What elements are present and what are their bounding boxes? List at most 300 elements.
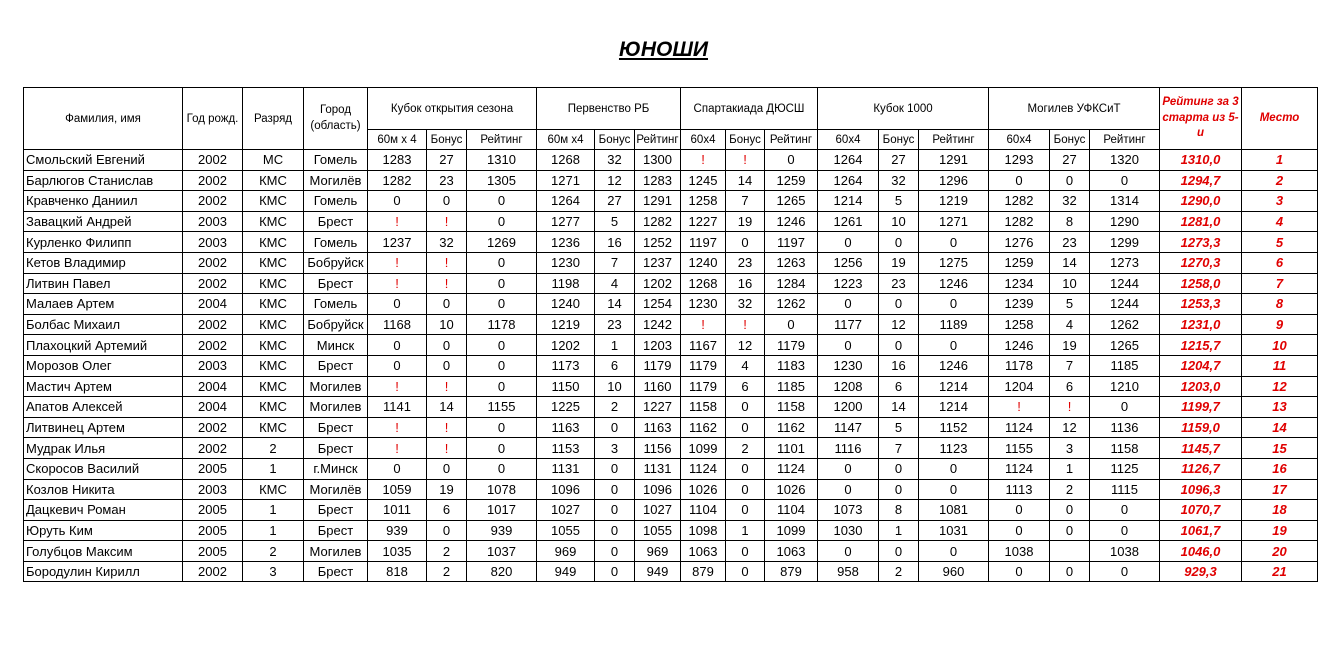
cup1000-rating-cell: 1219 bbox=[919, 191, 989, 212]
rb-rating-cell: 1096 bbox=[635, 479, 681, 500]
mogilev-bonus-cell: 14 bbox=[1050, 252, 1090, 273]
rank-cell: КМС bbox=[243, 355, 304, 376]
rb-rating-cell: 1131 bbox=[635, 458, 681, 479]
rb-rating-cell: 1283 bbox=[635, 170, 681, 191]
place-cell: 16 bbox=[1242, 458, 1318, 479]
cup1000-time-cell: 1264 bbox=[818, 150, 879, 171]
cup-open-bonus-cell: ! bbox=[427, 417, 467, 438]
cup1000-rating-cell: 1275 bbox=[919, 252, 989, 273]
city-cell: Бобруйск bbox=[304, 314, 368, 335]
rb-rating-cell: 1202 bbox=[635, 273, 681, 294]
subheader-rating: Рейтинг bbox=[635, 130, 681, 150]
rb-bonus-cell: 2 bbox=[595, 397, 635, 418]
cup-open-rating-cell: 1269 bbox=[467, 232, 537, 253]
rb-rating-cell: 1160 bbox=[635, 376, 681, 397]
cup1000-bonus-cell: 5 bbox=[879, 191, 919, 212]
spartak-time-cell: 1197 bbox=[681, 232, 726, 253]
header-year: Год рожд. bbox=[183, 88, 243, 150]
cup1000-time-cell: 1264 bbox=[818, 170, 879, 191]
rb-bonus-cell: 0 bbox=[595, 561, 635, 582]
cup1000-time-cell: 1177 bbox=[818, 314, 879, 335]
rb-time-cell: 1055 bbox=[537, 520, 595, 541]
cup-open-rating-cell: 0 bbox=[467, 355, 537, 376]
birth-year-cell: 2004 bbox=[183, 294, 243, 315]
city-cell: Гомель bbox=[304, 191, 368, 212]
place-cell: 3 bbox=[1242, 191, 1318, 212]
cup1000-bonus-cell: 27 bbox=[879, 150, 919, 171]
rb-time-cell: 1153 bbox=[537, 438, 595, 459]
rb-time-cell: 1277 bbox=[537, 211, 595, 232]
cup-open-time-cell: 0 bbox=[368, 458, 427, 479]
table-row bbox=[24, 458, 1318, 479]
cup-open-rating-cell: 1017 bbox=[467, 500, 537, 521]
rb-bonus-cell: 0 bbox=[595, 541, 635, 562]
rank-cell: МС bbox=[243, 150, 304, 171]
mogilev-rating-cell: 1136 bbox=[1090, 417, 1160, 438]
spartak-rating-cell: 1284 bbox=[765, 273, 818, 294]
rb-rating-cell: 1179 bbox=[635, 355, 681, 376]
rb-bonus-cell: 10 bbox=[595, 376, 635, 397]
mogilev-bonus-cell: 32 bbox=[1050, 191, 1090, 212]
cup1000-time-cell: 0 bbox=[818, 232, 879, 253]
table-row bbox=[24, 376, 1318, 397]
cup-open-bonus-cell: 0 bbox=[427, 335, 467, 356]
city-cell: Гомель bbox=[304, 294, 368, 315]
mogilev-time-cell: ! bbox=[989, 397, 1050, 418]
cup-open-rating-cell: 0 bbox=[467, 376, 537, 397]
table-row bbox=[24, 170, 1318, 191]
city-cell: Брест bbox=[304, 561, 368, 582]
birth-year-cell: 2003 bbox=[183, 355, 243, 376]
spartak-time-cell: 1162 bbox=[681, 417, 726, 438]
mogilev-rating-cell: 1125 bbox=[1090, 458, 1160, 479]
rb-rating-cell: 1156 bbox=[635, 438, 681, 459]
spartak-time-cell: 1179 bbox=[681, 355, 726, 376]
place-cell: 19 bbox=[1242, 520, 1318, 541]
spartak-bonus-cell: 4 bbox=[726, 355, 765, 376]
athlete-name-cell: Смольский Евгений bbox=[24, 150, 183, 171]
rb-rating-cell: 969 bbox=[635, 541, 681, 562]
cup1000-bonus-cell: 5 bbox=[879, 417, 919, 438]
total-rating-cell: 1294,7 bbox=[1160, 170, 1242, 191]
table-row bbox=[24, 211, 1318, 232]
mogilev-time-cell: 1124 bbox=[989, 458, 1050, 479]
rank-cell: КМС bbox=[243, 170, 304, 191]
city-cell: Брест bbox=[304, 500, 368, 521]
cup-open-bonus-cell: 0 bbox=[427, 191, 467, 212]
table-row bbox=[24, 397, 1318, 418]
birth-year-cell: 2002 bbox=[183, 561, 243, 582]
cup1000-time-cell: 1256 bbox=[818, 252, 879, 273]
birth-year-cell: 2002 bbox=[183, 150, 243, 171]
mogilev-rating-cell: 1244 bbox=[1090, 273, 1160, 294]
total-rating-cell: 929,3 bbox=[1160, 561, 1242, 582]
cup1000-rating-cell: 1123 bbox=[919, 438, 989, 459]
spartak-time-cell: 1124 bbox=[681, 458, 726, 479]
spartak-rating-cell: 0 bbox=[765, 314, 818, 335]
athlete-name-cell: Кравченко Даниил bbox=[24, 191, 183, 212]
spartak-time-cell: 1026 bbox=[681, 479, 726, 500]
mogilev-rating-cell: 1299 bbox=[1090, 232, 1160, 253]
rb-bonus-cell: 0 bbox=[595, 479, 635, 500]
city-cell: Брест bbox=[304, 273, 368, 294]
cup-open-rating-cell: 0 bbox=[467, 273, 537, 294]
cup-open-time-cell: 0 bbox=[368, 335, 427, 356]
mogilev-bonus-cell: 4 bbox=[1050, 314, 1090, 335]
city-cell: Брест bbox=[304, 417, 368, 438]
mogilev-time-cell: 1239 bbox=[989, 294, 1050, 315]
header-mogilev: Могилев УФКСиТ bbox=[989, 88, 1160, 130]
rb-bonus-cell: 0 bbox=[595, 500, 635, 521]
city-cell: Минск bbox=[304, 335, 368, 356]
table-row bbox=[24, 314, 1318, 335]
mogilev-rating-cell: 0 bbox=[1090, 500, 1160, 521]
birth-year-cell: 2004 bbox=[183, 397, 243, 418]
table-row bbox=[24, 479, 1318, 500]
birth-year-cell: 2002 bbox=[183, 170, 243, 191]
rank-cell: КМС bbox=[243, 335, 304, 356]
cup1000-time-cell: 1223 bbox=[818, 273, 879, 294]
cup-open-time-cell: 1282 bbox=[368, 170, 427, 191]
mogilev-time-cell: 1246 bbox=[989, 335, 1050, 356]
cup-open-rating-cell: 1078 bbox=[467, 479, 537, 500]
cup1000-time-cell: 958 bbox=[818, 561, 879, 582]
spartak-time-cell: 1268 bbox=[681, 273, 726, 294]
subheader-bonus: Бонус bbox=[726, 130, 765, 150]
athlete-name-cell: Болбас Михаил bbox=[24, 314, 183, 335]
cup-open-rating-cell: 0 bbox=[467, 438, 537, 459]
spartak-time-cell: ! bbox=[681, 314, 726, 335]
cup1000-bonus-cell: 0 bbox=[879, 458, 919, 479]
rank-cell: КМС bbox=[243, 314, 304, 335]
table-row bbox=[24, 417, 1318, 438]
mogilev-time-cell: 1178 bbox=[989, 355, 1050, 376]
cup1000-rating-cell: 1152 bbox=[919, 417, 989, 438]
spartak-time-cell: 1230 bbox=[681, 294, 726, 315]
total-rating-cell: 1310,0 bbox=[1160, 150, 1242, 171]
mogilev-time-cell: 1282 bbox=[989, 211, 1050, 232]
cup1000-rating-cell: 0 bbox=[919, 541, 989, 562]
mogilev-bonus-cell: 8 bbox=[1050, 211, 1090, 232]
athlete-name-cell: Завацкий Андрей bbox=[24, 211, 183, 232]
page-title: ЮНОШИ bbox=[618, 38, 709, 61]
rank-cell: КМС bbox=[243, 252, 304, 273]
mogilev-bonus-cell: 7 bbox=[1050, 355, 1090, 376]
birth-year-cell: 2002 bbox=[183, 191, 243, 212]
athlete-name-cell: Мудрак Илья bbox=[24, 438, 183, 459]
spartak-rating-cell: 1099 bbox=[765, 520, 818, 541]
rb-rating-cell: 1300 bbox=[635, 150, 681, 171]
rb-rating-cell: 1055 bbox=[635, 520, 681, 541]
total-rating-cell: 1281,0 bbox=[1160, 211, 1242, 232]
place-cell: 2 bbox=[1242, 170, 1318, 191]
rank-cell: 1 bbox=[243, 458, 304, 479]
mogilev-bonus-cell: 2 bbox=[1050, 479, 1090, 500]
rb-time-cell: 1198 bbox=[537, 273, 595, 294]
cup1000-bonus-cell: 0 bbox=[879, 541, 919, 562]
athlete-name-cell: Голубцов Максим bbox=[24, 541, 183, 562]
spartak-bonus-cell: 0 bbox=[726, 479, 765, 500]
cup-open-time-cell: 1141 bbox=[368, 397, 427, 418]
birth-year-cell: 2005 bbox=[183, 541, 243, 562]
cup1000-bonus-cell: 6 bbox=[879, 376, 919, 397]
rb-time-cell: 1202 bbox=[537, 335, 595, 356]
cup1000-rating-cell: 0 bbox=[919, 294, 989, 315]
rb-bonus-cell: 14 bbox=[595, 294, 635, 315]
athlete-name-cell: Курленко Филипп bbox=[24, 232, 183, 253]
place-cell: 7 bbox=[1242, 273, 1318, 294]
cup1000-rating-cell: 1189 bbox=[919, 314, 989, 335]
mogilev-rating-cell: 1115 bbox=[1090, 479, 1160, 500]
spartak-bonus-cell: 7 bbox=[726, 191, 765, 212]
total-rating-cell: 1253,3 bbox=[1160, 294, 1242, 315]
table-row bbox=[24, 500, 1318, 521]
cup-open-time-cell: 1168 bbox=[368, 314, 427, 335]
mogilev-rating-cell: 1185 bbox=[1090, 355, 1160, 376]
mogilev-time-cell: 1234 bbox=[989, 273, 1050, 294]
rb-rating-cell: 1203 bbox=[635, 335, 681, 356]
birth-year-cell: 2003 bbox=[183, 211, 243, 232]
cup-open-bonus-cell: 14 bbox=[427, 397, 467, 418]
mogilev-rating-cell: 0 bbox=[1090, 170, 1160, 191]
cup-open-rating-cell: 1305 bbox=[467, 170, 537, 191]
place-cell: 11 bbox=[1242, 355, 1318, 376]
subheader-bonus: Бонус bbox=[879, 130, 919, 150]
place-cell: 17 bbox=[1242, 479, 1318, 500]
birth-year-cell: 2004 bbox=[183, 376, 243, 397]
header-cup1000: Кубок 1000 bbox=[818, 88, 989, 130]
header-rating-total: Рейтинг за 3 старта из 5-и bbox=[1160, 88, 1242, 150]
header-city: Город (область) bbox=[304, 88, 368, 150]
cup1000-time-cell: 0 bbox=[818, 294, 879, 315]
birth-year-cell: 2002 bbox=[183, 438, 243, 459]
place-cell: 13 bbox=[1242, 397, 1318, 418]
cup-open-bonus-cell: 6 bbox=[427, 500, 467, 521]
spartak-rating-cell: 1197 bbox=[765, 232, 818, 253]
spartak-rating-cell: 1158 bbox=[765, 397, 818, 418]
mogilev-bonus-cell: 0 bbox=[1050, 520, 1090, 541]
spartak-rating-cell: 0 bbox=[765, 150, 818, 171]
rb-rating-cell: 1242 bbox=[635, 314, 681, 335]
cup-open-time-cell: 0 bbox=[368, 191, 427, 212]
header-rb: Первенство РБ bbox=[537, 88, 681, 130]
cup-open-rating-cell: 0 bbox=[467, 335, 537, 356]
cup-open-rating-cell: 0 bbox=[467, 417, 537, 438]
cup-open-rating-cell: 939 bbox=[467, 520, 537, 541]
place-cell: 4 bbox=[1242, 211, 1318, 232]
cup1000-bonus-cell: 1 bbox=[879, 520, 919, 541]
place-cell: 14 bbox=[1242, 417, 1318, 438]
birth-year-cell: 2002 bbox=[183, 252, 243, 273]
mogilev-rating-cell: 1038 bbox=[1090, 541, 1160, 562]
cup1000-time-cell: 1230 bbox=[818, 355, 879, 376]
rb-time-cell: 949 bbox=[537, 561, 595, 582]
cup-open-time-cell: 939 bbox=[368, 520, 427, 541]
header-place: Место bbox=[1242, 88, 1318, 150]
rb-time-cell: 969 bbox=[537, 541, 595, 562]
city-cell: Могилёв bbox=[304, 170, 368, 191]
rb-bonus-cell: 32 bbox=[595, 150, 635, 171]
cup1000-time-cell: 1073 bbox=[818, 500, 879, 521]
cup-open-time-cell: 0 bbox=[368, 294, 427, 315]
rank-cell: 1 bbox=[243, 520, 304, 541]
cup-open-bonus-cell: 0 bbox=[427, 294, 467, 315]
place-cell: 9 bbox=[1242, 314, 1318, 335]
spartak-rating-cell: 1262 bbox=[765, 294, 818, 315]
mogilev-time-cell: 0 bbox=[989, 170, 1050, 191]
cup-open-time-cell: 1283 bbox=[368, 150, 427, 171]
spartak-bonus-cell: 0 bbox=[726, 417, 765, 438]
table-row bbox=[24, 191, 1318, 212]
mogilev-rating-cell: 0 bbox=[1090, 397, 1160, 418]
rb-bonus-cell: 6 bbox=[595, 355, 635, 376]
spartak-rating-cell: 1026 bbox=[765, 479, 818, 500]
mogilev-rating-cell: 1290 bbox=[1090, 211, 1160, 232]
city-cell: Могилев bbox=[304, 397, 368, 418]
mogilev-rating-cell: 1320 bbox=[1090, 150, 1160, 171]
rb-rating-cell: 1252 bbox=[635, 232, 681, 253]
athlete-name-cell: Кетов Владимир bbox=[24, 252, 183, 273]
rb-time-cell: 1096 bbox=[537, 479, 595, 500]
spartak-bonus-cell: 6 bbox=[726, 376, 765, 397]
mogilev-bonus-cell: 0 bbox=[1050, 500, 1090, 521]
mogilev-bonus-cell: 3 bbox=[1050, 438, 1090, 459]
cup1000-time-cell: 0 bbox=[818, 479, 879, 500]
cup1000-time-cell: 1214 bbox=[818, 191, 879, 212]
cup-open-time-cell: 1237 bbox=[368, 232, 427, 253]
cup1000-bonus-cell: 19 bbox=[879, 252, 919, 273]
cup-open-rating-cell: 1310 bbox=[467, 150, 537, 171]
subheader-bonus: Бонус bbox=[1050, 130, 1090, 150]
cup-open-time-cell: ! bbox=[368, 376, 427, 397]
spartak-bonus-cell: ! bbox=[726, 314, 765, 335]
cup1000-bonus-cell: 0 bbox=[879, 232, 919, 253]
header-name: Фамилия, имя bbox=[24, 88, 183, 150]
rb-bonus-cell: 0 bbox=[595, 458, 635, 479]
cup1000-bonus-cell: 0 bbox=[879, 335, 919, 356]
total-rating-cell: 1203,0 bbox=[1160, 376, 1242, 397]
cup-open-rating-cell: 0 bbox=[467, 252, 537, 273]
spartak-bonus-cell: 14 bbox=[726, 170, 765, 191]
mogilev-time-cell: 1155 bbox=[989, 438, 1050, 459]
subheader-rating: Рейтинг bbox=[1090, 130, 1160, 150]
cup1000-bonus-cell: 0 bbox=[879, 479, 919, 500]
cup1000-bonus-cell: 10 bbox=[879, 211, 919, 232]
rb-bonus-cell: 0 bbox=[595, 520, 635, 541]
spartak-bonus-cell: 0 bbox=[726, 397, 765, 418]
cup1000-time-cell: 0 bbox=[818, 335, 879, 356]
header-spartak: Спартакиада ДЮСШ bbox=[681, 88, 818, 130]
athlete-name-cell: Апатов Алексей bbox=[24, 397, 183, 418]
total-rating-cell: 1070,7 bbox=[1160, 500, 1242, 521]
athlete-name-cell: Юруть Ким bbox=[24, 520, 183, 541]
header-rank: Разряд bbox=[243, 88, 304, 150]
spartak-rating-cell: 1246 bbox=[765, 211, 818, 232]
athlete-name-cell: Малаев Артем bbox=[24, 294, 183, 315]
mogilev-bonus-cell: 10 bbox=[1050, 273, 1090, 294]
city-cell: Гомель bbox=[304, 232, 368, 253]
cup1000-time-cell: 0 bbox=[818, 458, 879, 479]
total-rating-cell: 1046,0 bbox=[1160, 541, 1242, 562]
rank-cell: 2 bbox=[243, 541, 304, 562]
cup-open-time-cell: 1059 bbox=[368, 479, 427, 500]
rb-bonus-cell: 5 bbox=[595, 211, 635, 232]
subheader-rating: Рейтинг bbox=[765, 130, 818, 150]
city-cell: г.Минск bbox=[304, 458, 368, 479]
cup1000-rating-cell: 1031 bbox=[919, 520, 989, 541]
results-body bbox=[24, 150, 1318, 582]
rb-time-cell: 1230 bbox=[537, 252, 595, 273]
subheader-time: 60м х4 bbox=[537, 130, 595, 150]
spartak-rating-cell: 1185 bbox=[765, 376, 818, 397]
cup-open-time-cell: ! bbox=[368, 211, 427, 232]
cup1000-bonus-cell: 7 bbox=[879, 438, 919, 459]
spartak-rating-cell: 1162 bbox=[765, 417, 818, 438]
rb-bonus-cell: 7 bbox=[595, 252, 635, 273]
mogilev-bonus-cell: ! bbox=[1050, 397, 1090, 418]
spartak-bonus-cell: 23 bbox=[726, 252, 765, 273]
city-cell: Бобруйск bbox=[304, 252, 368, 273]
cup1000-time-cell: 0 bbox=[818, 541, 879, 562]
place-cell: 10 bbox=[1242, 335, 1318, 356]
birth-year-cell: 2005 bbox=[183, 458, 243, 479]
spartak-bonus-cell: 12 bbox=[726, 335, 765, 356]
rb-rating-cell: 1282 bbox=[635, 211, 681, 232]
mogilev-time-cell: 1259 bbox=[989, 252, 1050, 273]
cup-open-time-cell: 0 bbox=[368, 355, 427, 376]
athlete-name-cell: Мастич Артем bbox=[24, 376, 183, 397]
rb-time-cell: 1268 bbox=[537, 150, 595, 171]
cup-open-bonus-cell: 32 bbox=[427, 232, 467, 253]
cup1000-rating-cell: 0 bbox=[919, 479, 989, 500]
rank-cell: КМС bbox=[243, 417, 304, 438]
spartak-rating-cell: 1124 bbox=[765, 458, 818, 479]
cup1000-rating-cell: 1081 bbox=[919, 500, 989, 521]
subheader-time: 60х4 bbox=[818, 130, 879, 150]
cup1000-bonus-cell: 8 bbox=[879, 500, 919, 521]
total-rating-cell: 1290,0 bbox=[1160, 191, 1242, 212]
place-cell: 21 bbox=[1242, 561, 1318, 582]
cup1000-bonus-cell: 12 bbox=[879, 314, 919, 335]
rank-cell: КМС bbox=[243, 211, 304, 232]
cup1000-time-cell: 1200 bbox=[818, 397, 879, 418]
spartak-bonus-cell: 19 bbox=[726, 211, 765, 232]
rb-time-cell: 1150 bbox=[537, 376, 595, 397]
mogilev-rating-cell: 1244 bbox=[1090, 294, 1160, 315]
rb-bonus-cell: 3 bbox=[595, 438, 635, 459]
rb-bonus-cell: 0 bbox=[595, 417, 635, 438]
rb-rating-cell: 1291 bbox=[635, 191, 681, 212]
total-rating-cell: 1258,0 bbox=[1160, 273, 1242, 294]
cup1000-time-cell: 1208 bbox=[818, 376, 879, 397]
rb-time-cell: 1131 bbox=[537, 458, 595, 479]
total-rating-cell: 1126,7 bbox=[1160, 458, 1242, 479]
mogilev-rating-cell: 0 bbox=[1090, 520, 1160, 541]
rb-time-cell: 1271 bbox=[537, 170, 595, 191]
mogilev-rating-cell: 1158 bbox=[1090, 438, 1160, 459]
table-row bbox=[24, 252, 1318, 273]
spartak-time-cell: 1063 bbox=[681, 541, 726, 562]
cup-open-bonus-cell: 2 bbox=[427, 561, 467, 582]
rb-time-cell: 1163 bbox=[537, 417, 595, 438]
rb-rating-cell: 1254 bbox=[635, 294, 681, 315]
spartak-time-cell: 1167 bbox=[681, 335, 726, 356]
mogilev-time-cell: 1258 bbox=[989, 314, 1050, 335]
cup-open-bonus-cell: 2 bbox=[427, 541, 467, 562]
cup-open-bonus-cell: ! bbox=[427, 376, 467, 397]
mogilev-bonus-cell: 19 bbox=[1050, 335, 1090, 356]
city-cell: Брест bbox=[304, 520, 368, 541]
